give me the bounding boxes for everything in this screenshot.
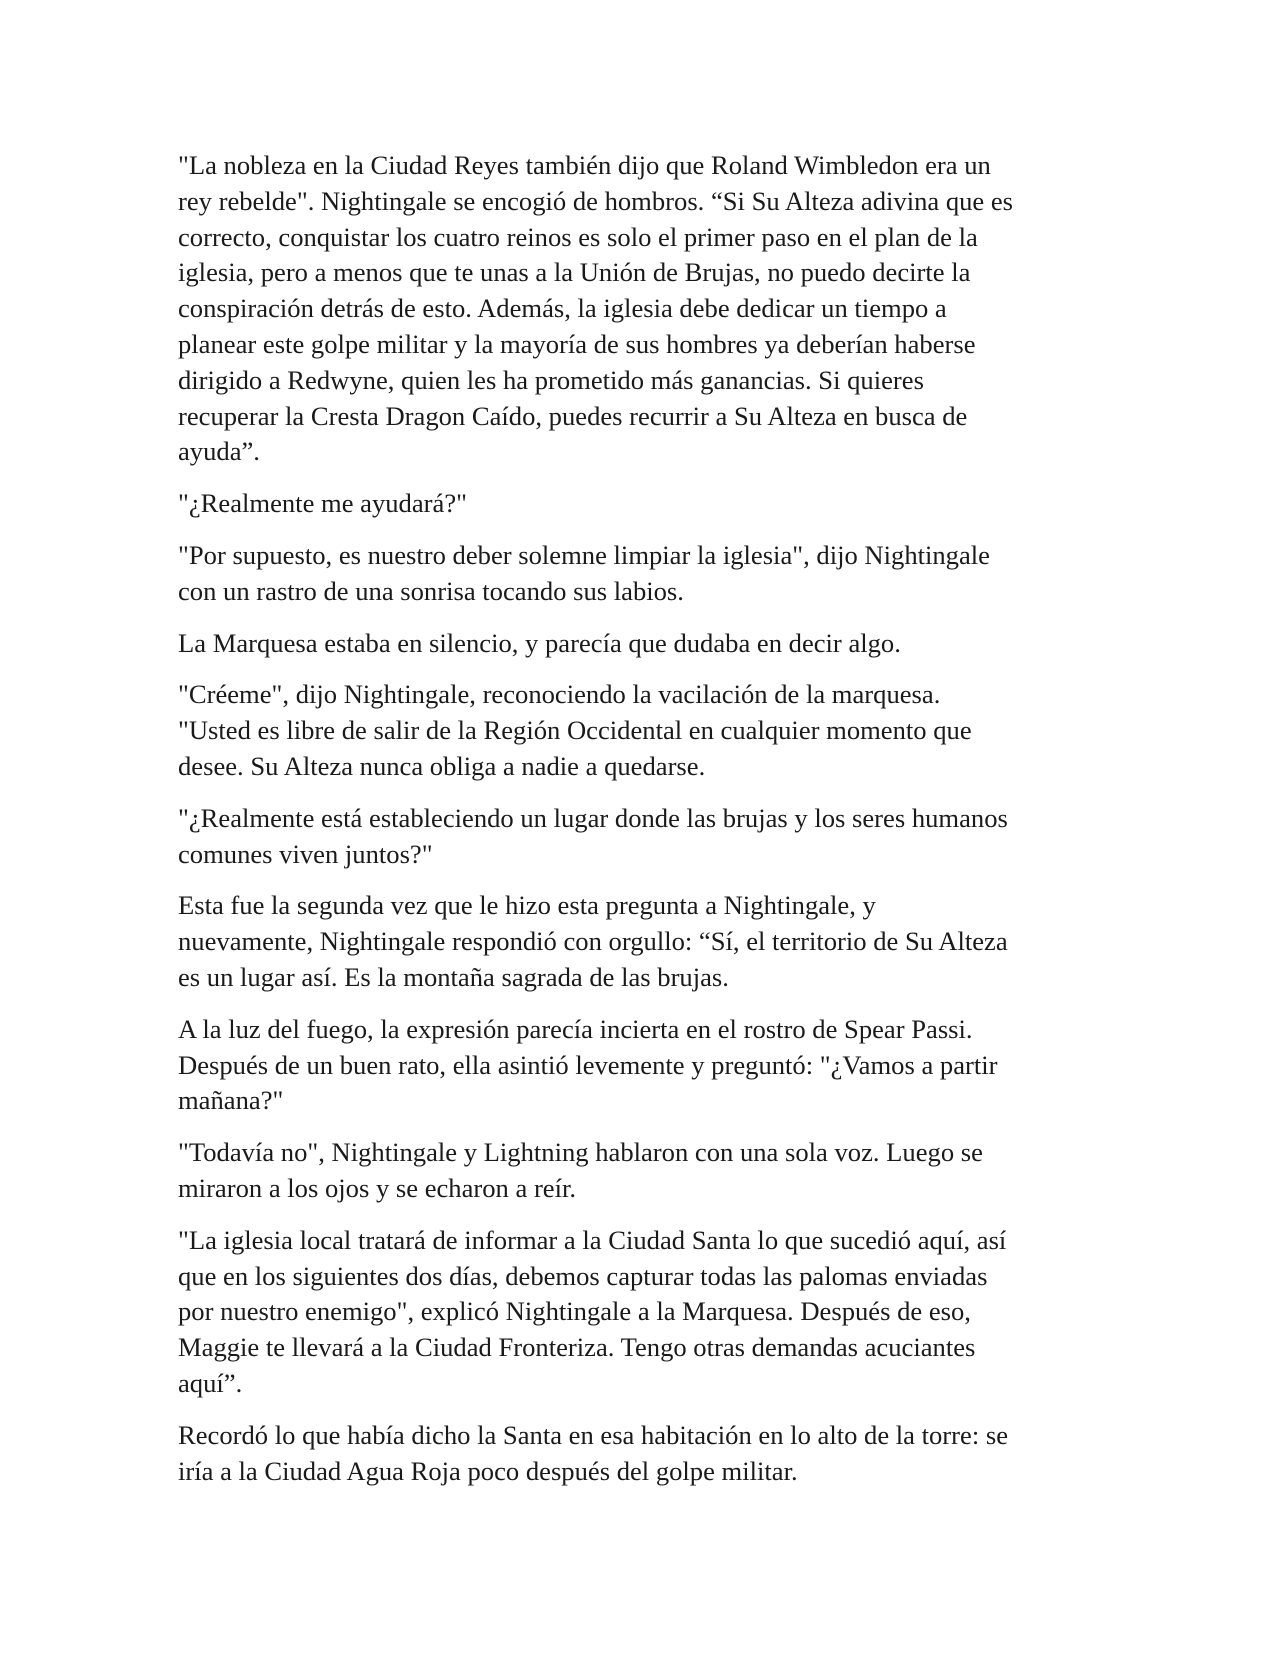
text-line: "¿Realmente está estableciendo un lugar donde las brujas y los seres humanos (178, 802, 1008, 833)
text-line: mañana?" (178, 1085, 284, 1116)
paragraph (178, 1012, 1108, 1119)
text-line: miraron a los ojos y se echaron a reír. (178, 1172, 577, 1203)
text-line: comunes viven juntos?" (178, 838, 433, 869)
text-line: aquí”. (178, 1367, 243, 1398)
paragraph (178, 1135, 1108, 1207)
paragraph (178, 148, 1108, 470)
text-line: es un lugar así. Es la montaña sagrada de las brujas. (178, 961, 729, 992)
text-line: recuperar la Cresta Dragon Caído, puedes recurrir a Su Alteza en busca de (178, 400, 968, 431)
document-body (178, 148, 1108, 1505)
text-line: conspiración detrás de esto. Además, la iglesia debe dedicar un tiempo a (178, 293, 947, 324)
paragraph (178, 486, 1108, 522)
text-line: "Todavía no", Nightingale y Lightning hablaron con una sola voz. Luego se (178, 1137, 983, 1168)
text-line: La Marquesa estaba en silencio, y parecía que dudaba en decir algo. (178, 627, 901, 658)
paragraph (178, 801, 1108, 873)
paragraph (178, 677, 1108, 784)
text-line: Después de un buen rato, ella asintió levemente y preguntó: "¿Vamos a partir (178, 1049, 998, 1080)
text-line: "La nobleza en la Ciudad Reyes también dijo que Roland Wimbledon era un (178, 150, 991, 180)
text-line: rey rebelde". Nightingale se encogió de hombros. “Si Su Alteza adivina que es (178, 185, 1014, 216)
paragraph (178, 538, 1108, 610)
text-line: A la luz del fuego, la expresión parecía incierta en el rostro de Spear Passi. (178, 1013, 973, 1044)
text-line: ayuda”. (178, 436, 260, 467)
text-line: Recordó lo que había dicho la Santa en esa habitación en lo alto de la torre: se (178, 1419, 1009, 1450)
text-line: Maggie te llevará a la Ciudad Fronteriza. Tengo otras demandas acuciantes (178, 1332, 976, 1363)
text-line: "Por supuesto, es nuestro deber solemne limpiar la iglesia", dijo Nightingale (178, 539, 990, 570)
paragraph (178, 888, 1108, 995)
text-line: que en los siguientes dos días, debemos capturar todas las palomas enviadas (178, 1260, 988, 1291)
text-line: con un rastro de una sonrisa tocando sus labios. (178, 575, 684, 606)
text-line: "Usted es libre de salir de la Región Occidental en cualquier momento que (178, 715, 972, 746)
text-line: dirigido a Redwyne, quien les ha prometido más ganancias. Si quieres (178, 364, 924, 395)
paragraph (178, 626, 1108, 662)
text-line: por nuestro enemigo", explicó Nightingale a la Marquesa. Después de eso, (178, 1296, 971, 1327)
text-line: Esta fue la segunda vez que le hizo esta pregunta a Nightingale, y (178, 890, 876, 921)
text-line: planear este golpe militar y la mayoría de sus hombres ya deberían haberse (178, 328, 976, 359)
paragraph (178, 1223, 1108, 1402)
text-line: iría a la Ciudad Agua Roja poco después del golpe militar. (178, 1455, 798, 1486)
text-line: nuevamente, Nightingale respondió con orgullo: “Sí, el territorio de Su Alteza (178, 926, 1008, 957)
paragraph (178, 1418, 1108, 1490)
text-line: iglesia, pero a menos que te unas a la Unión de Brujas, no puedo decirte la (178, 257, 971, 288)
text-line: correcto, conquistar los cuatro reinos es solo el primer paso en el plan de la (178, 221, 978, 252)
text-line: desee. Su Alteza nunca obliga a nadie a quedarse. (178, 750, 706, 781)
text-line: "¿Realmente me ayudará?" (178, 488, 467, 519)
text-line: "La iglesia local tratará de informar a la Ciudad Santa lo que sucedió aquí, así (178, 1224, 1007, 1255)
text-line: "Créeme", dijo Nightingale, reconociendo la vacilación de la marquesa. (178, 679, 941, 710)
